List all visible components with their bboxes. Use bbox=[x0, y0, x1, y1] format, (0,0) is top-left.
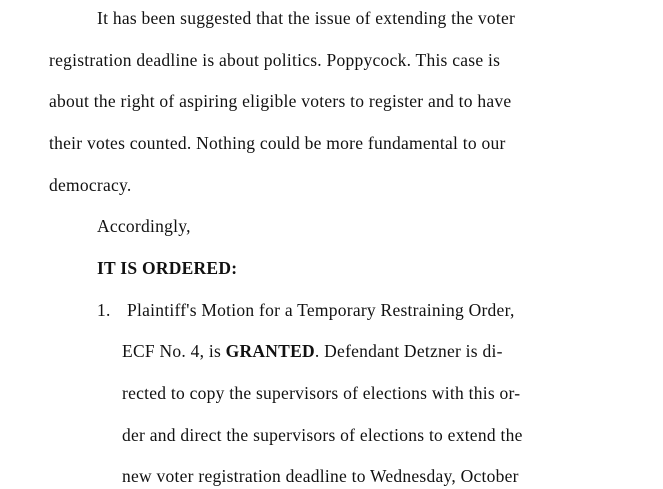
paragraph-line: registration deadline is about politics. Poppycock. This case is bbox=[49, 50, 501, 70]
item-text: . Defendant Detzner is di- bbox=[314, 341, 503, 361]
granted-text: GRANTED bbox=[225, 341, 315, 361]
item-line: Plaintiff's Motion for a Temporary Restraining Order, bbox=[127, 300, 515, 320]
item-line: new voter registration deadline to Wednesday, October bbox=[122, 466, 519, 486]
paragraph-line: about the right of aspiring eligible voters to register and to have bbox=[49, 91, 512, 111]
order-heading: IT IS ORDERED: bbox=[97, 258, 238, 278]
item-line bbox=[122, 340, 503, 362]
item-number: 1. bbox=[97, 300, 111, 320]
paragraph-line: democracy. bbox=[49, 175, 132, 195]
accordingly-text: Accordingly, bbox=[97, 216, 191, 236]
item-line: der and direct the supervisors of elections to extend the bbox=[122, 425, 523, 445]
paragraph-line: It has been suggested that the issue of extending the voter bbox=[97, 8, 516, 28]
item-text: ECF No. 4, is bbox=[122, 341, 226, 361]
paragraph-line: their votes counted. Nothing could be more fundamental to our bbox=[49, 133, 506, 153]
item-line: rected to copy the supervisors of elections with this or- bbox=[122, 383, 521, 403]
